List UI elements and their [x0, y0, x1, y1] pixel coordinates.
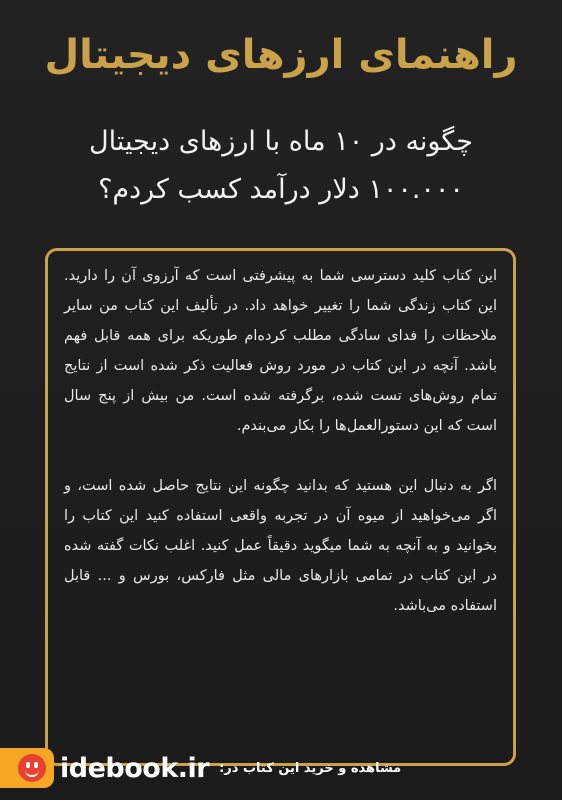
description-paragraph-2: اگر به دنبال این هستید که بدانید چگونه این نتایج حاصل شده است، و اگر می‌خواهید از میوه آن در تجربه واقعی استفاده کنید این کتاب را بخوانید و به آنچه به شما میگوید دقیقاً عمل کنید. اغلب نکات گفته شده در این کتاب در تمامی بازارهای مالی مثل فارکس، بورس و ... قابل استفاده می‌باشد.: [64, 478, 497, 614]
book-subtitle: [30, 118, 532, 214]
subtitle-line-1: چگونه در ۱۰ ماه با ارزهای دیجیتال: [89, 126, 473, 157]
idebook-watermark[interactable]: [0, 746, 450, 790]
description-paragraph-1: این کتاب کلید دسترسی شما به پیشرفتی است که آرزوی آن را دارید. این کتاب زندگی شما را تغییر خواهد داد. در تألیف این کتاب من سایر ملاحظات را فدای سادگی مطلب کرده‌ام طوریکه برای همه قابل فهم باشد. آنچه در این کتاب در مورد روش فعالیت ذکر شده است از نتایج تمام روش‌های تست شده، برگرفته شده است. من بیش از پنج سال است که این دستورالعمل‌ها را بکار می‌بندم.: [64, 268, 497, 434]
watermark-caption: مشاهده و خرید این کتاب در:: [219, 760, 402, 776]
idebook-logo-text[interactable]: idebook.ir: [60, 752, 210, 784]
book-title: راهنمای ارزهای دیجیتال: [44, 32, 518, 78]
subtitle-line-2: ۱۰۰.۰۰۰ دلار درآمد کسب کردم؟: [98, 174, 464, 205]
smiley-book-icon: [0, 748, 54, 788]
description-box: [45, 248, 516, 766]
